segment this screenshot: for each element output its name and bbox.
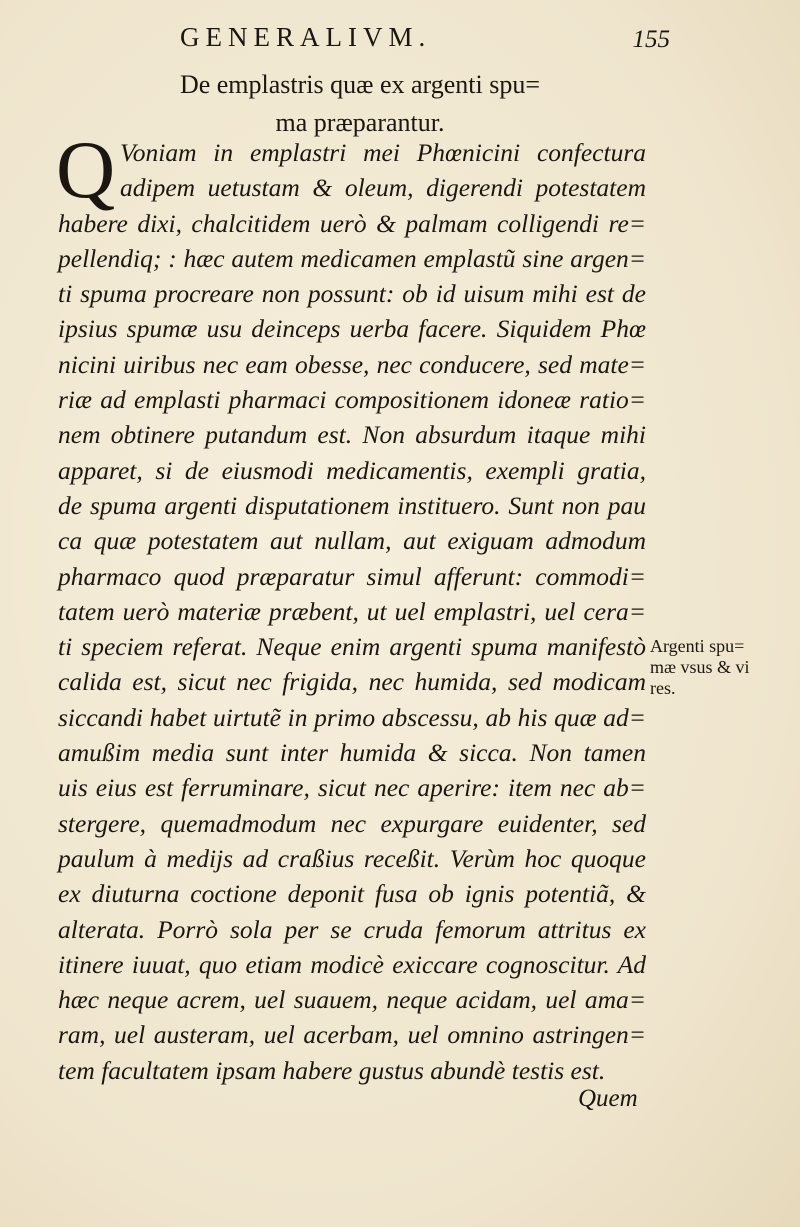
body-line: ti spuma procreare non possunt: ob id uisum mihi est de [58,279,646,309]
running-head [150,22,670,58]
body-line: siccandi habet uirtutẽ in primo abscessu, ab his quæ ad= [58,702,646,732]
section-heading-line: ma præparantur. [275,108,445,137]
body-line: stergere, quemadmodum nec expurgare euidenter, sed [58,808,646,838]
body-line: ram, uel austeram, uel acerbam, uel omnino astringen= [58,1020,646,1050]
body-line: tatem uerò materiæ præbent, ut uel emplastri, uel cera= [58,596,646,626]
section-heading-line: De emplastris quæ ex argenti spu= [179,70,541,99]
body-line: Voniam in emplastri mei Phœnicini confectura [120,138,646,167]
body-line: amußim media sunt inter humida & sicca. Non tamen [58,738,646,768]
body-line: riæ ad emplasti pharmaci compositionem idoneæ ratio= [58,385,646,415]
section-heading [150,66,570,142]
body-line: habere dixi, chalcitidem uerò & palmam colligendi re= [58,208,646,238]
body-line: adipem uetustam & oleum, digerendi potestatem [120,173,646,203]
body-line: ca quæ potestatem aut nullam, aut exiguam admodum [58,526,646,556]
marginal-note-line: mæ vsus & vi [650,657,750,677]
body-line: ti speciem referat. Neque enim argenti spuma manifestò [58,632,646,662]
running-title: GENERALIVM. [180,22,432,52]
body-line: pharmaco quod præparatur simul afferunt: commodi= [58,561,646,591]
body-line: apparet, si de eiusmodi medicamentis, exempli gratia, [58,455,646,485]
body-line: ipsius spumæ usu deinceps uerba facere. Siquidem Phœ [58,314,646,344]
catchword: Quem [578,1085,638,1112]
drop-cap: Q [56,124,116,215]
body-line: de spuma argenti disputationem instituero. Sunt non pau [58,490,646,520]
body-line: paulum à medijs ad craßius receßit. Verùm hoc quoque [58,843,646,873]
marginal-note-line: Argenti spu= [650,636,745,656]
marginal-note-line: res. [650,678,676,698]
body-line: nicini uiribus nec eam obesse, nec conducere, sed mate= [58,349,646,379]
body-line: ex diuturna coctione deponit fusa ob ignis potentiã, & [58,879,646,909]
body-line: pellendiq; : hæc autem medicamen emplastũ sine argen= [58,243,646,273]
body-line: nem obtinere putandum est. Non absurdum itaque mihi [58,420,646,450]
body-line: tem facultatem ipsam habere gustus abundè testis est. [58,1055,606,1085]
page-number: 155 [632,26,670,53]
body-line: calida est, sicut nec frigida, nec humida, sed modicam [58,667,646,697]
body-line: hæc neque acrem, uel suauem, neque acidam, uel ama= [58,985,646,1015]
body-line: uis eius est ferruminare, sicut nec aperire: item nec ab= [58,773,646,803]
marginal-note [650,636,800,699]
body-line: itinere iuuat, quo etiam modicè exiccare cognoscitur. Ad [58,949,646,979]
body-line: alterata. Porrò sola per se cruda femorum attritus ex [58,914,646,944]
body-text [56,124,646,1088]
